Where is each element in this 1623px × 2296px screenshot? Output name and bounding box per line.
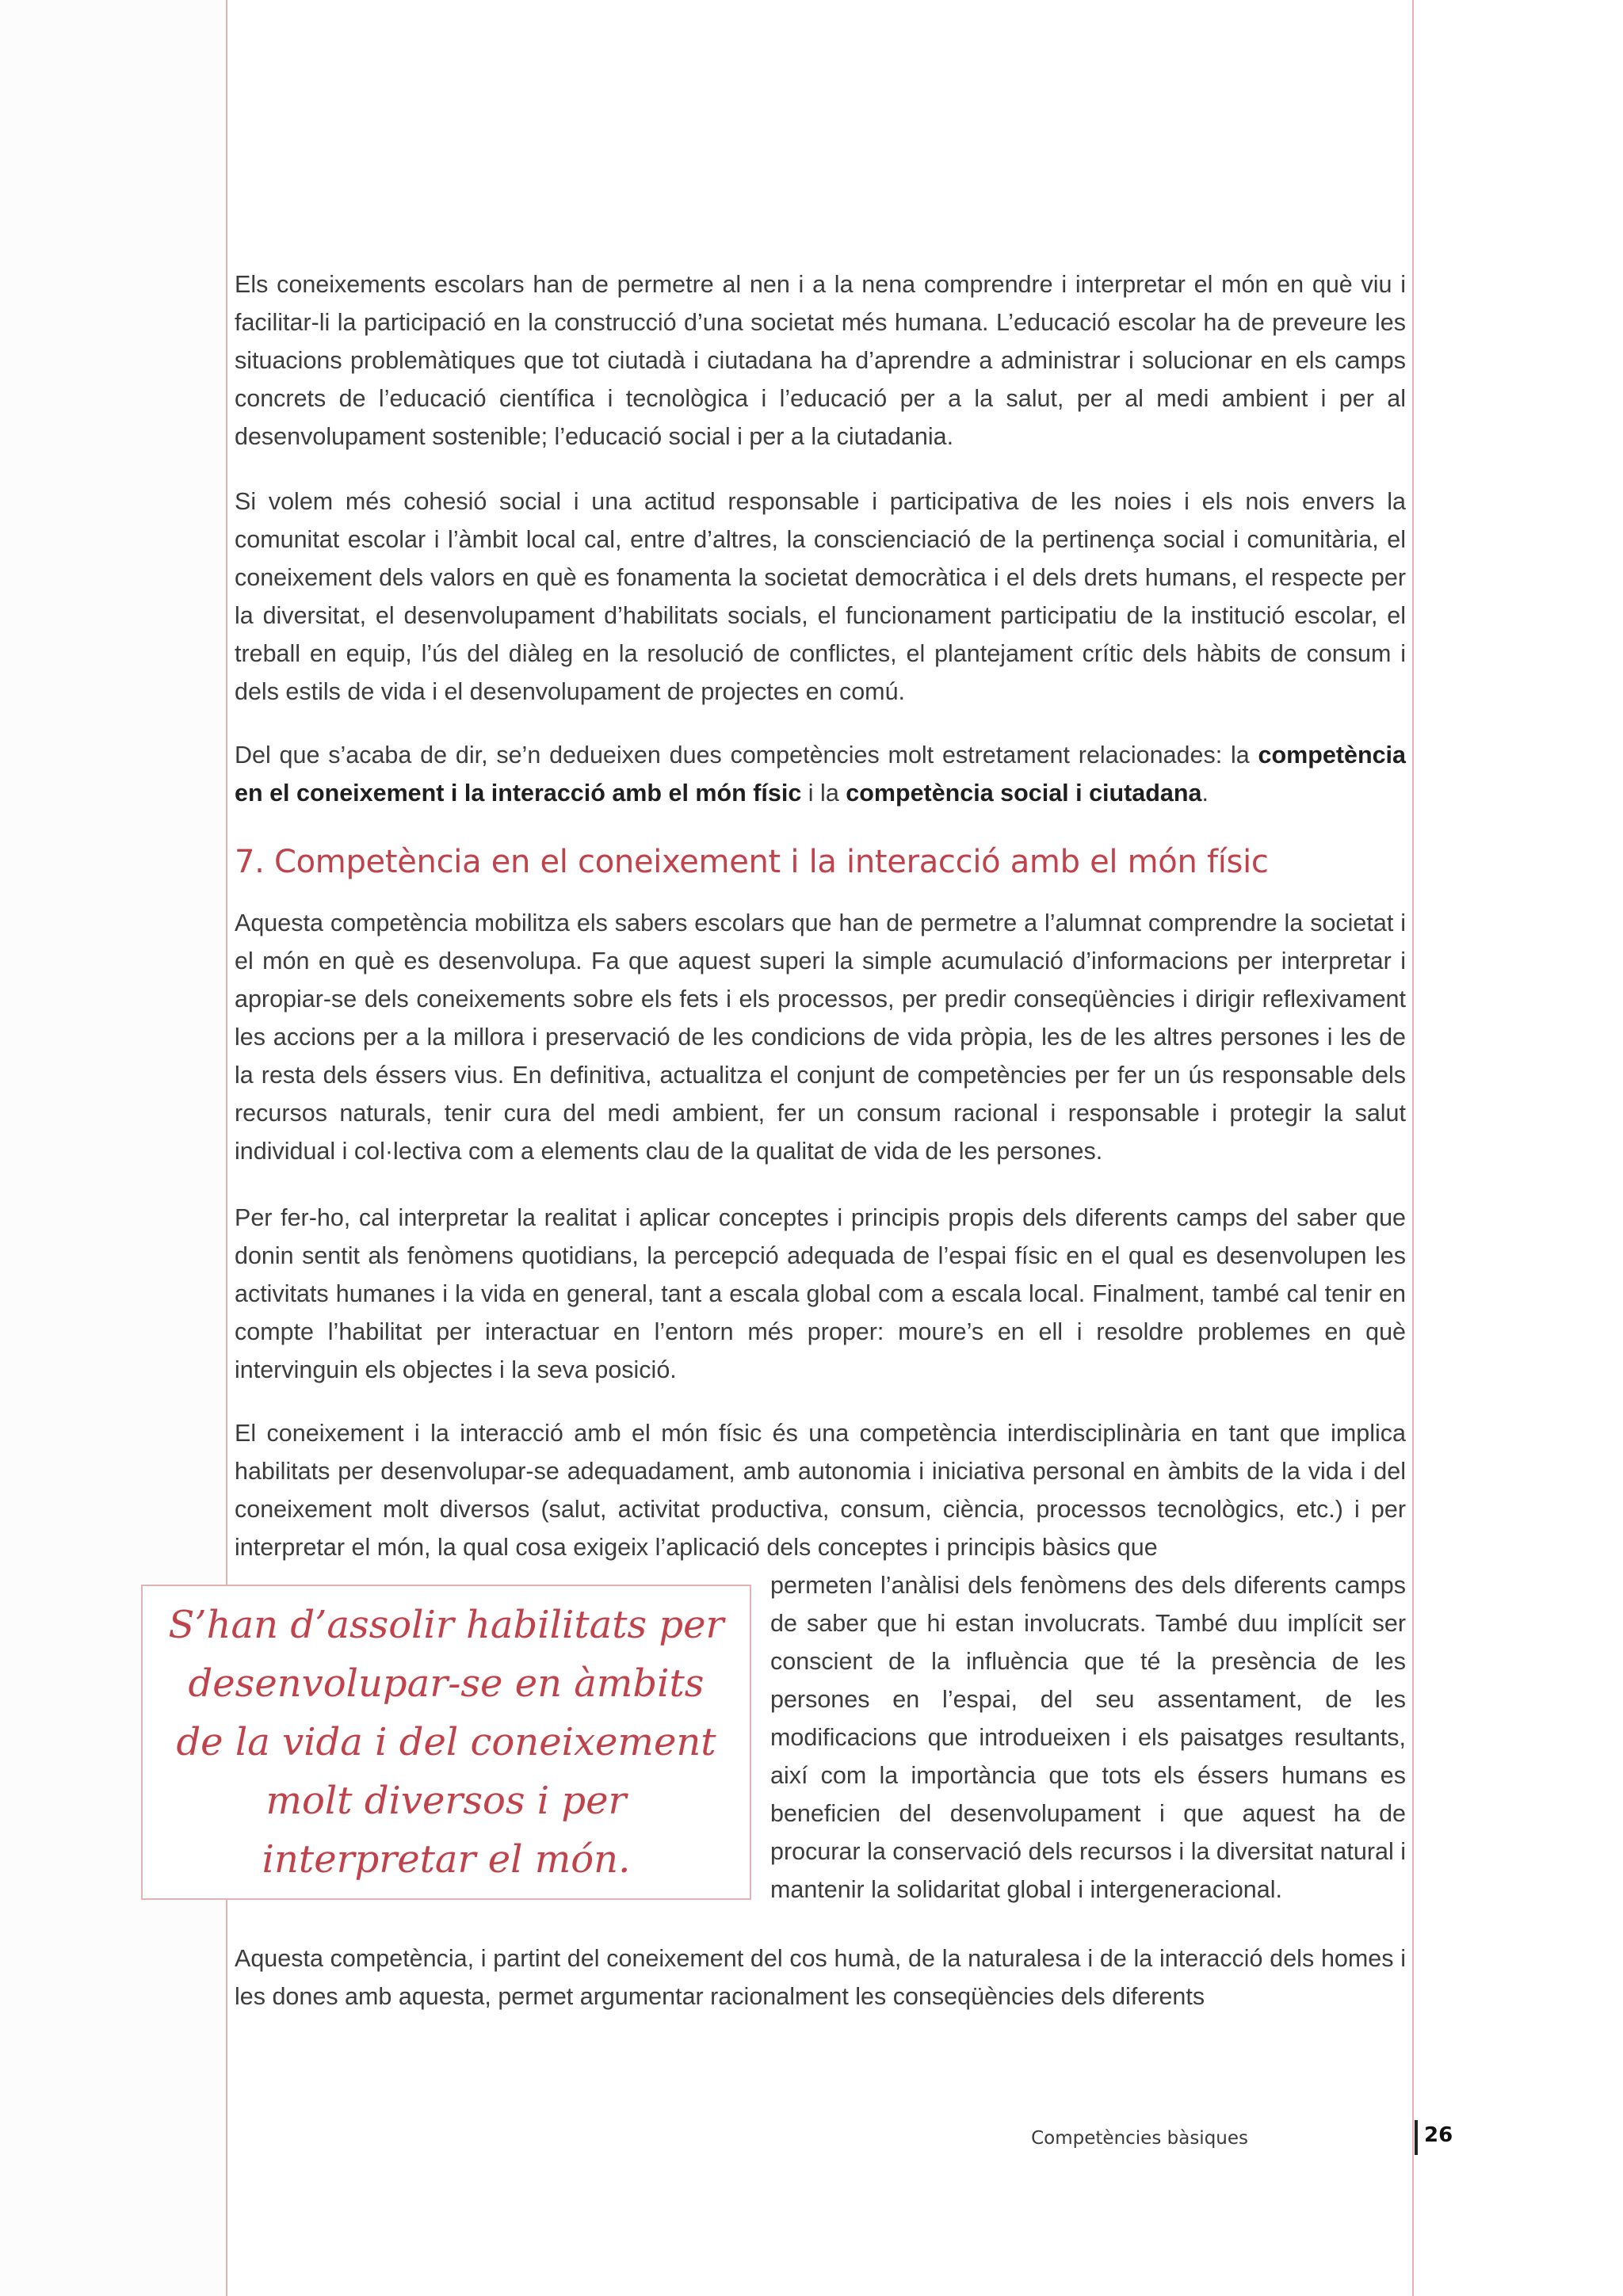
body-paragraph-6: [235, 1414, 1406, 1566]
page-footer: [1031, 2123, 1442, 2163]
body-paragraph-6-continued: [770, 1566, 1406, 1909]
bold-term-physical-world: competència en el coneixement i la interacció amb el món físic: [235, 742, 1406, 807]
paragraph-end: .: [1201, 780, 1209, 807]
body-paragraph-2: [235, 482, 1406, 711]
page-number: 26: [1424, 2123, 1453, 2147]
body-paragraph-1: [235, 265, 1406, 456]
section-heading: 7. Competència en el coneixement i la interacció amb el món físic: [235, 844, 1269, 880]
body-paragraph-7: [235, 1939, 1406, 2016]
bold-term-social-civic: competència social i ciutadana: [846, 780, 1202, 807]
paragraph-text: El coneixement i la interacció amb el món físic és una competència interdisciplinària en tant que implica habilitats per desenvolupar-se adequadament, amb autonomia i iniciativa personal en àmbits de la vida i del coneixement molt diversos (salut, activitat productiva, consum, ciència, processos tecnològics, etc.) i per interpretar el món, la qual cosa exigeix l’aplicació dels conceptes i principis bàsics que: [235, 1420, 1406, 1561]
paragraph-text: [235, 736, 1406, 812]
body-paragraph-5: [235, 1199, 1406, 1389]
footer-separator: [1415, 2120, 1418, 2155]
body-paragraph-4: [235, 904, 1406, 1170]
paragraph-text: Aquesta competència, i partint del coneixement del cos humà, de la naturalesa i de la interacció dels homes i les dones amb aquesta, permet argumentar racionalment les conseqüències dels diferents: [235, 1945, 1406, 2010]
paragraph-connector: i la: [801, 780, 846, 807]
paragraph-text: Per fer-ho, cal interpretar la realitat i aplicar conceptes i principis propis dels diferents camps del saber que donin sentit als fenòmens quotidians, la percepció adequada de l’espai físic en el qual es desenvolupen les activitats humanes i la vida en general, tant a escala global com a escala local. Finalment, també cal tenir en compte l’habilitat per interactuar en l’entorn més proper: moure’s en ell i resoldre problemes en què intervinguin els objectes i la seva posició.: [235, 1204, 1406, 1383]
pull-quote-text: S’han d’assolir habilitats per desenvolupar-se en àmbits de la vida i del coneixement molt diversos i per interpretar el món.: [168, 1603, 724, 1882]
body-paragraph-3: [235, 736, 1406, 812]
paragraph-text: Si volem més cohesió social i una actitud responsable i participativa de les noies i els nois envers la comunitat escolar i l’àmbit local cal, entre d’altres, la conscienciació de la pertinença social i comunitària, el coneixement dels valors en què es fonamenta la societat democràtica i el dels drets humans, el respecte per la diversitat, el desenvolupament d’habilitats socials, el funcionament participatiu de la institució escolar, el treball en equip, l’ús del diàleg en la resolució de conflictes, el plantejament crític dels hàbits de consum i dels estils de vida i el desenvolupament de projectes en comú.: [235, 488, 1406, 705]
pull-quote-box: [141, 1585, 751, 1900]
paragraph-text: Aquesta competència mobilitza els sabers escolars que han de permetre a l’alumnat comprendre la societat i el món en què es desenvolupa. Fa que aquest superi la simple acumulació d’informacions per interpretar i apropiar-se dels coneixements sobre els fets i els processos, per predir conseqüències i dirigir reflexivament les accions per a la millora i preservació de les condicions de vida pròpia, les de les altres persones i les de la resta dels éssers vius. En definitiva, actualitza el conjunt de competències per fer un ús responsable dels recursos naturals, tenir cura del medi ambient, fer un consum racional i responsable i protegir la salut individual i col·lectiva com a elements clau de la qualitat de vida de les persones.: [235, 910, 1406, 1165]
right-margin-rule: [1412, 0, 1414, 2296]
paragraph-text: Els coneixements escolars han de permetre al nen i a la nena comprendre i interpretar el món en què viu i facilitar-li la participació en la construcció d’una societat més humana. L’educació escolar ha de preveure les situacions problemàtiques que tot ciutadà i ciutadana ha d’aprendre a administrar i solucionar en els camps concrets de l’educació científica i tecnològica i l’educació per a la salut, per al medi ambient i per al desenvolupament sostenible; l’educació social i per a la ciutadania.: [235, 271, 1406, 450]
left-margin-rule: [226, 0, 227, 2296]
left-margin-shade: [0, 0, 226, 2296]
paragraph-text: permeten l’anàlisi dels fenòmens des dels diferents camps de saber que hi estan involucrats. També duu implícit ser conscient de la influència que té la presència de les persones en l’espai, del seu assentament, de les modificacions que introdueixen i els paisatges resultants, així com la importància que tots els éssers humans es beneficien del desenvolupament i que aquest ha de procurar la conservació dels recursos i la diversitat natural i mantenir la solidaritat global i intergeneracional.: [770, 1572, 1406, 1903]
paragraph-intro: Del que s’acaba de dir, se’n dedueixen dues competències molt estretament relacionades: la: [235, 742, 1258, 769]
footer-title: Competències bàsiques: [1031, 2128, 1248, 2149]
